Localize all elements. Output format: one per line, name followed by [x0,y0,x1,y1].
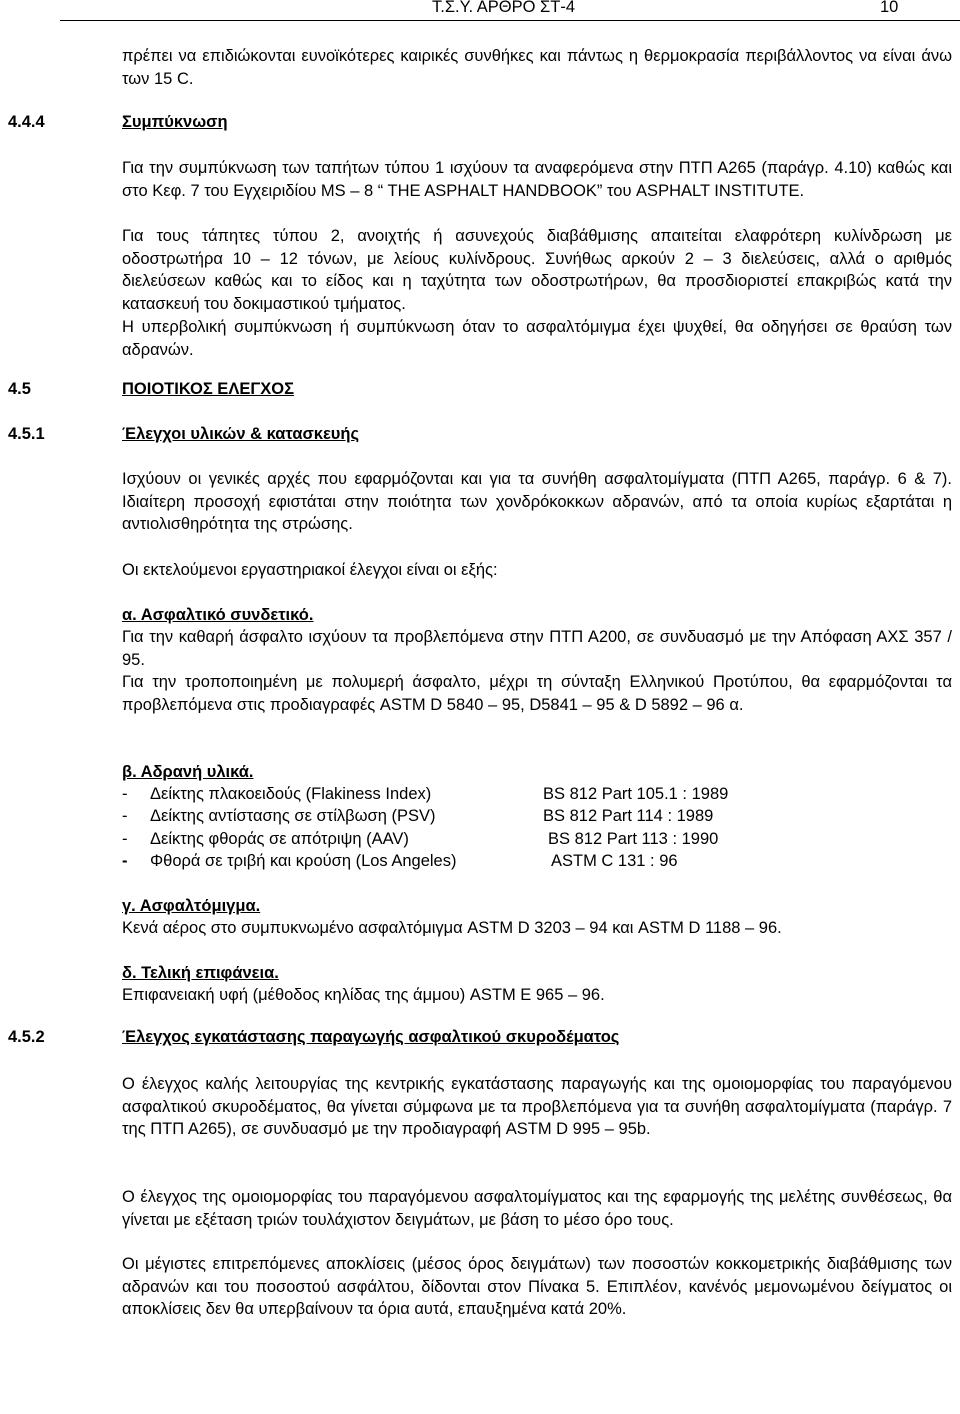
test-name: Φθορά σε τριβή και κρούση (Los Angeles) [150,852,457,870]
list-dash: - [122,807,128,825]
page-header [60,0,960,21]
test-standard: ASTM C 131 : 96 [551,852,678,870]
test-name: Δείκτης φθοράς σε απότριψη (AAV) [150,830,409,848]
section-number-4-5-2: 4.5.2 [8,1028,45,1046]
aggregate-test-row [122,850,678,873]
checks-paragraph-1: Ισχύουν οι γενικές αρχές που εφαρμόζονται και για τα συνήθη ασφαλτομίγματα (ΠΤΠ Α265, παράγρ. 6 & 7). Ιδιαίτερη προσοχή εφιστάται στην ποιότητα των χονδρόκοκκων αδρανών, από τα οποία κυρίως εξαρτάται η αντιολισθηρότητα της στρώσης. [122,470,952,534]
binder-paragraph-1: Για την καθαρή άσφαλτο ισχύουν τα προβλεπόμενα στην ΠΤΠ Α200, σε συνδυασμό με την Απόφαση ΑΧΣ 357 / 95. [122,628,952,669]
page-number: 10 [880,0,899,16]
mix-paragraph: Κενά αέρος στο συμπυκνωμένο ασφαλτόμιγμα ASTM D 3203 – 94 και ASTM D 1188 – 96. [122,919,782,937]
section-title-4-5-1: Έλεγχοι υλικών & κατασκευής [122,425,360,443]
surface-paragraph: Επιφανειακή υφή (μέθοδος κηλίδας της άμμου) ASTM E 965 – 96. [122,986,605,1004]
section-number-4-5-1: 4.5.1 [8,425,45,443]
section-title-4-5-2: Έλεγχος εγκατάστασης παραγωγής ασφαλτικού σκυροδέματος [122,1028,620,1046]
subsection-c-title: γ. Ασφαλτόμιγμα. [122,897,261,915]
binder-paragraph-2: Για την τροποποιημένη με πολυμερή άσφαλτο, μέχρι τη σύνταξη Ελληνικού Προτύπου, θα εφαρμόζονται τα προβλεπόμενα στις προδιαγραφές ASTM D 5840 – 95, D5841 – 95 & D 5892 – 96 α. [122,673,952,714]
plant-paragraph-2: Ο έλεγχος της ομοιομορφίας του παραγόμενου ασφαλτομίγματος και της εφαρμογής της μελέτης συνθέσεως, θα γίνεται με εξέταση τριών τουλάχιστον δειγμάτων, με βάση το μέσο όρο τους. [122,1188,952,1229]
section-title-4-5: ΠΟΙΟΤΙΚΟΣ ΕΛΕΓΧΟΣ [122,380,294,398]
list-dash: - [122,785,128,803]
plant-paragraph-1: Ο έλεγχος καλής λειτουργίας της κεντρικής εγκατάστασης παραγωγής και της ομοιομορφίας του παραγόμενου ασφαλτικού σκυροδέματος, θα γίνεται σύμφωνα με τα προβλεπόμενα για τα συνήθη ασφαλτομίγματα (παράγρ. 7 της ΠΤΠ Α265), σε συνδυασμό με την προδιαγραφή ASTM D 995 – 95b. [122,1075,952,1139]
header-title: Τ.Σ.Υ. ΑΡΘΡΟ ΣΤ-4 [432,0,576,16]
subsection-b-title: β. Αδρανή υλικά. [122,763,254,781]
intro-paragraph: πρέπει να επιδιώκονται ευνοϊκότερες καιρικές συνθήκες και πάντως η θερμοκρασία περιβάλλοντος να είναι άνω των 15 C. [122,47,952,88]
test-name: Δείκτης αντίστασης σε στίλβωση (PSV) [150,807,436,825]
list-dash: - [122,852,128,870]
aggregate-test-row [122,828,718,851]
section-number-4-4-4: 4.4.4 [8,113,45,131]
section-title-4-4-4: Συμπύκνωση [122,113,228,131]
section-number-4-5: 4.5 [8,380,31,398]
compaction-paragraph-2: Για τους τάπητες τύπου 2, ανοιχτής ή ασυνεχούς διαβάθμισης απαιτείται ελαφρότερη κυλίνδρωση με οδοστρωτήρα 10 – 12 τόνων, με λείους κυλίνδρους. Συνήθως αρκούν 2 – 3 διελεύσεις, αλλά ο αριθμός διελεύσεων καθώς και το είδος και η ταχύτητα των οδοστρωτήρων, θα προσδιοριστεί επακριβώς κατά την κατασκευή του δοκιμαστικού τμήματος. [122,227,952,313]
compaction-paragraph-1: Για την συμπύκνωση των ταπήτων τύπου 1 ισχύουν τα αναφερόμενα στην ΠΤΠ Α265 (παράγρ. 4.10) καθώς και στο Κεφ. 7 του Εγχειριδίου MS – 8 “ THE ASPHALT HANDBOOK” του ASPHALT INSTITUTE. [122,159,952,200]
aggregate-test-row [122,805,713,828]
plant-paragraph-3: Οι μέγιστες επιτρεπόμενες αποκλίσεις (μέσος όρος δειγμάτων) των ποσοστών κοκκομετρικής διαβάθμισης των αδρανών και του ποσοστού ασφάλτου, δίδονται στον Πίνακα 5. Επιπλέον, κανένός μεμονωμένου δείγματος οι αποκλίσεις δεν θα υπερβαίνουν τα όρια αυτά, επαυξημένα κατά 20%. [122,1255,952,1319]
test-name: Δείκτης πλακοειδούς (Flakiness Index) [150,785,432,803]
aggregate-test-row [122,783,728,806]
subsection-a-title: α. Ασφαλτικό συνδετικό. [122,606,314,624]
test-standard: BS 812 Part 105.1 : 1989 [543,785,729,803]
test-standard: BS 812 Part 114 : 1989 [543,807,714,825]
list-dash: - [122,830,128,848]
test-standard: BS 812 Part 113 : 1990 [548,830,719,848]
subsection-d-title: δ. Τελική επιφάνεια. [122,964,279,982]
checks-paragraph-2: Οι εκτελούμενοι εργαστηριακοί έλεγχοι είναι οι εξής: [122,561,498,579]
compaction-paragraph-3: Η υπερβολική συμπύκνωση ή συμπύκνωση όταν το ασφαλτόμιγμα έχει ψυχθεί, θα οδηγήσει σε θραύση των αδρανών. [122,318,952,359]
